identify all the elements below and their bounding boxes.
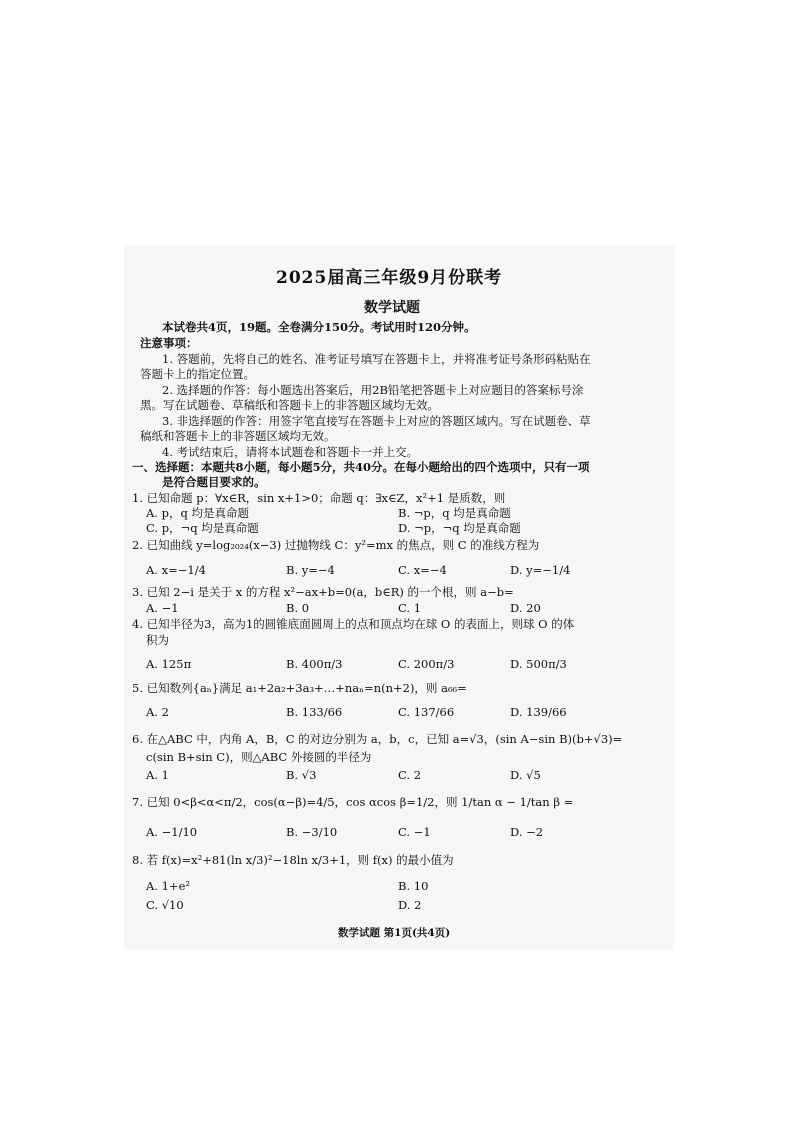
notice-line: 4. 考试结束后，请将本试题卷和答题卡一并上交。 xyxy=(162,445,419,459)
question-7-option-b: B. −3/10 xyxy=(286,825,338,839)
question-4-option-d: D. 500π/3 xyxy=(510,657,567,671)
question-7-option-d: D. −2 xyxy=(510,825,544,839)
notice-line: 2. 选择题的作答：每小题选出答案后，用2B铅笔把答题卡上对应题目的答案标号涂 xyxy=(162,383,584,397)
question-1-option-d: D. ¬p，¬q 均是真命题 xyxy=(398,521,521,535)
question-1-option-c: C. p，¬q 均是真命题 xyxy=(146,521,259,535)
question-3-stem: 3. 已知 2−i 是关于 x 的方程 x²−ax+b=0(a，b∈R) 的一个根，则 a−b= xyxy=(132,585,514,599)
notice-line: 1. 答题前，先将自己的姓名、准考证号填写在答题卡上，并将准考证号条形码粘贴在 xyxy=(162,352,591,366)
question-2-option-a: A. x=−1/4 xyxy=(146,563,206,577)
question-3-option-c: C. 1 xyxy=(398,601,422,615)
question-8-option-a: A. 1+e² xyxy=(146,879,190,893)
page-title: 2025届高三年级9月份联考 xyxy=(276,268,503,288)
question-8-stem: 8. 若 f(x)=x²+81(ln x/3)²−18ln x/3+1，则 f(x) 的最小值为 xyxy=(132,853,454,867)
page-footer: 数学试题 第1页(共4页) xyxy=(338,927,451,939)
notice-line: 稿纸和答题卡上的非答题区域均无效。 xyxy=(140,429,336,443)
question-7-stem: 7. 已知 0<β<α<π/2，cos(α−β)=4/5，cos αcos β=1/2，则 1/tan α − 1/tan β = xyxy=(132,795,574,809)
question-3-option-a: A. −1 xyxy=(146,601,179,615)
question-5-option-c: C. 137/66 xyxy=(398,705,455,719)
question-2-stem: 2. 已知曲线 y=log₂₀₂₄(x−3) 过抛物线 C：y²=mx 的焦点，则 C 的准线方程为 xyxy=(132,538,540,552)
question-4-option-b: B. 400π/3 xyxy=(286,657,343,671)
question-1-option-a: A. p，q 均是真命题 xyxy=(146,506,249,520)
question-4-stem-cont: 积为 xyxy=(146,633,169,647)
question-5-option-b: B. 133/66 xyxy=(286,705,343,719)
question-7-option-c: C. −1 xyxy=(398,825,431,839)
notice-line: 答题卡上的指定位置。 xyxy=(140,367,255,381)
question-5-option-a: A. 2 xyxy=(146,705,169,719)
question-6-stem-cont: c(sin B+sin C)，则△ABC 外接圆的半径为 xyxy=(146,750,372,764)
question-4-option-c: C. 200π/3 xyxy=(398,657,455,671)
question-2-option-c: C. x=−4 xyxy=(398,563,447,577)
question-2-option-d: D. y=−1/4 xyxy=(510,563,571,577)
notice-heading: 注意事项： xyxy=(140,336,198,350)
question-6-option-a: A. 1 xyxy=(146,768,169,782)
section-heading-cont: 是符合题目要求的。 xyxy=(162,475,266,489)
question-8-option-d: D. 2 xyxy=(398,898,422,912)
section-heading: 一、选择题：本题共8小题，每小题5分，共40分。在每小题给出的四个选项中，只有一项 xyxy=(132,460,590,474)
notice-line: 3. 非选择题的作答：用签字笔直接写在答题卡上对应的答题区域内。写在试题卷、草 xyxy=(162,414,591,428)
question-8-option-b: B. 10 xyxy=(398,879,429,893)
question-4-stem: 4. 已知半径为3，高为1的圆锥底面圆周上的点和顶点均在球 O 的表面上，则球 O 的体 xyxy=(132,617,575,631)
notice-line: 黑。写在试题卷、草稿纸和答题卡上的非答题区域均无效。 xyxy=(140,398,439,412)
question-6-stem: 6. 在△ABC 中，内角 A，B，C 的对边分别为 a，b，c，已知 a=√3，(sin A−sin B)(b+√3)= xyxy=(132,732,623,746)
question-5-stem: 5. 已知数列{aₙ}满足 a₁+2a₂+3a₃+…+naₙ=n(n+2)，则 a₆₆= xyxy=(132,681,467,695)
intro-text: 本试卷共4页，19题。全卷满分150分。考试用时120分钟。 xyxy=(162,320,476,334)
question-6-option-c: C. 2 xyxy=(398,768,422,782)
question-6-option-b: B. √3 xyxy=(286,768,317,782)
question-1-option-b: B. ¬p，q 均是真命题 xyxy=(398,506,511,520)
question-6-option-d: D. √5 xyxy=(510,768,541,782)
question-4-option-a: A. 125π xyxy=(146,657,192,671)
question-3-option-d: D. 20 xyxy=(510,601,541,615)
question-2-option-b: B. y=−4 xyxy=(286,563,335,577)
question-7-option-a: A. −1/10 xyxy=(146,825,198,839)
question-3-option-b: B. 0 xyxy=(286,601,310,615)
question-8-option-c: C. √10 xyxy=(146,898,184,912)
page-subtitle: 数学试题 xyxy=(364,300,420,316)
question-5-option-d: D. 139/66 xyxy=(510,705,567,719)
question-1-stem: 1. 已知命题 p：∀x∈R，sin x+1>0；命题 q：∃x∈Z，x²+1 是质数，则 xyxy=(132,491,506,505)
